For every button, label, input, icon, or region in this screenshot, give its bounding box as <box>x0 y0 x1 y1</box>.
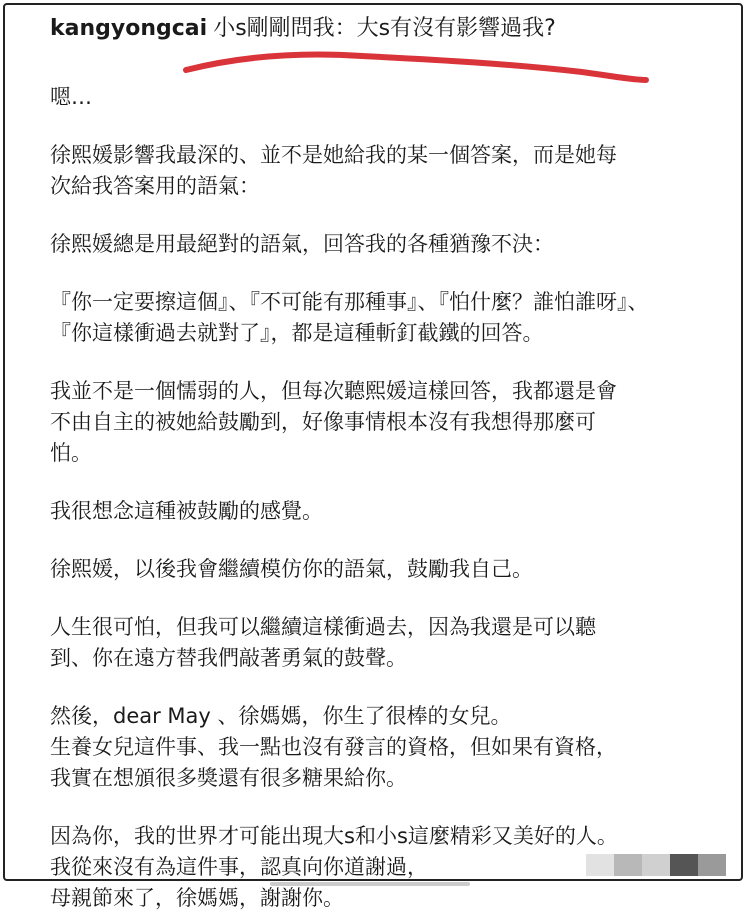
text-line: 我實在想頒很多獎還有很多糖果給你。 <box>50 766 407 790</box>
underline-stroke <box>186 55 646 80</box>
paragraph-3 <box>50 287 730 349</box>
home-indicator <box>270 882 470 886</box>
text-line: 怕。 <box>50 441 92 465</box>
blur-block <box>614 854 642 876</box>
text-line: 我從來沒有為這件事，認真向你道謝過， <box>50 855 428 879</box>
text-line: 徐熙媛，以後我會繼續模仿你的語氣，鼓勵我自己。 <box>50 557 533 581</box>
paragraph-6 <box>50 554 730 585</box>
text-line: 徐熙媛總是用最絕對的語氣，回答我的各種猶豫不決： <box>50 232 554 256</box>
blur-block <box>586 854 614 876</box>
text-line: 次給我答案用的語氣： <box>50 174 260 198</box>
text-line: 我很想念這種被鼓勵的感覺。 <box>50 499 323 523</box>
paragraph-2 <box>50 229 730 260</box>
paragraph-8 <box>50 701 730 794</box>
text-line: 我並不是一個懦弱的人，但每次聽熙媛這樣回答，我都還是會 <box>50 379 617 403</box>
paragraph-4 <box>50 376 730 469</box>
text-line: 『你這樣衝過去就對了』，都是這種斬釘截鐵的回答。 <box>50 321 544 345</box>
text-line: 人生很可怕，但我可以繼續這樣衝過去，因為我還是可以聽 <box>50 615 596 639</box>
text-line: 生養女兒這件事、我一點也沒有發言的資格，但如果有資格， <box>50 735 617 759</box>
post-header <box>50 14 730 44</box>
text-line: 母親節來了，徐媽媽，謝謝你。 <box>50 886 344 910</box>
post-body <box>50 82 730 914</box>
blur-block <box>642 854 670 876</box>
paragraph-1 <box>50 140 730 202</box>
text-line: 然後，dear May 、徐媽媽，你生了很棒的女兒。 <box>50 704 512 728</box>
text-line: 不由自主的被她給鼓勵到，好像事情根本沒有我想得那麼可 <box>50 410 596 434</box>
red-underline-annotation <box>182 50 652 90</box>
post-caption: 小s剛剛問我：大s有沒有影響過我? <box>213 16 556 41</box>
blur-block <box>670 854 698 876</box>
text-line: 徐熙媛影響我最深的、並不是她給我的某一個答案，而是她每 <box>50 143 617 167</box>
text-line: 『你一定要擦這個』、『不可能有那種事』、『怕什麼？誰怕誰呀』、 <box>50 290 649 314</box>
blur-block <box>698 854 726 876</box>
blurred-watermark <box>586 854 726 876</box>
username[interactable]: kangyongcai <box>50 16 208 41</box>
paragraph-5 <box>50 496 730 527</box>
post <box>50 14 730 914</box>
text-line: 因為你，我的世界才可能出現大s和小s這麼精彩又美好的人。 <box>50 824 618 848</box>
paragraph-7 <box>50 612 730 674</box>
text-line: 嗯… <box>50 85 92 109</box>
text-line: 到、你在遠方替我們敲著勇氣的鼓聲。 <box>50 646 407 670</box>
